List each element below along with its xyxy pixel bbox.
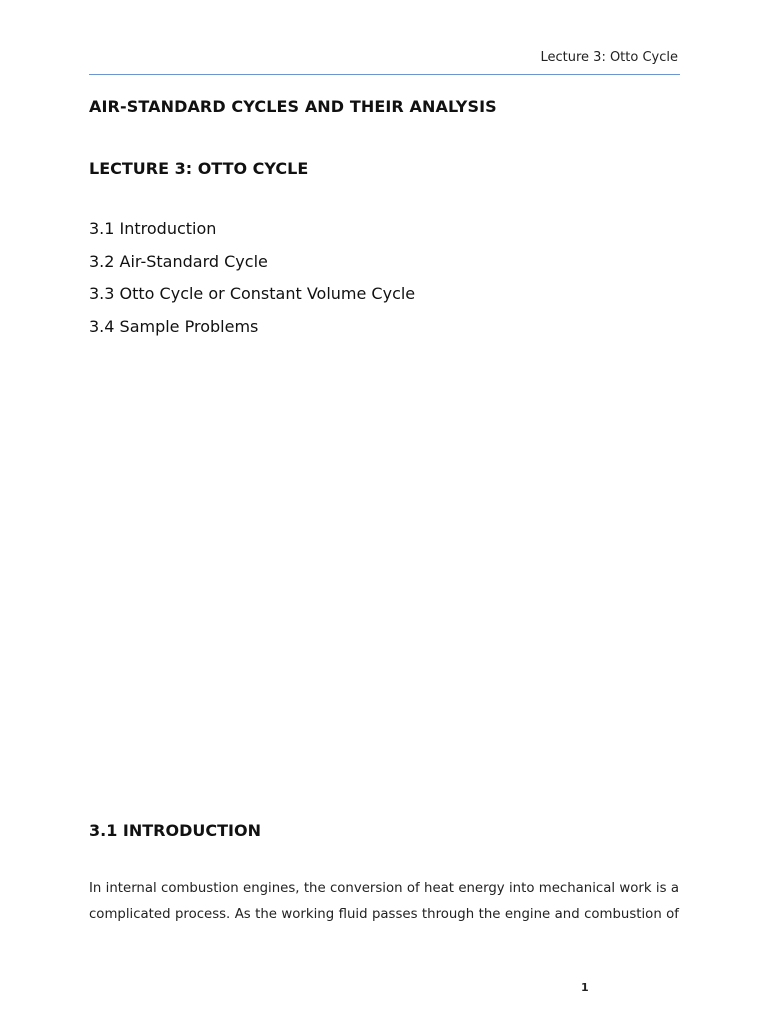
toc-item-sample-problems: 3.4 Sample Problems <box>89 316 259 336</box>
toc-item-air-standard-cycle: 3.2 Air-Standard Cycle <box>89 251 268 271</box>
table-of-contents <box>89 219 415 349</box>
running-header: Lecture 3: Otto Cycle <box>540 50 678 65</box>
introduction-paragraph: In internal combustion engines, the conversion of heat energy into mechanical work is a complicated process. As the working fluid passes through the engine and combustion of <box>89 881 679 922</box>
lecture-title: LECTURE 3: OTTO CYCLE <box>89 159 309 178</box>
page-number: 1 <box>581 981 589 994</box>
toc-item-otto-cycle: 3.3 Otto Cycle or Constant Volume Cycle <box>89 284 416 303</box>
header-divider <box>89 74 680 75</box>
toc-item-introduction: 3.1 Introduction <box>89 219 217 238</box>
document-title: AIR-STANDARD CYCLES AND THEIR ANALYSIS <box>89 97 497 116</box>
section-heading-introduction: 3.1 INTRODUCTION <box>89 821 261 840</box>
